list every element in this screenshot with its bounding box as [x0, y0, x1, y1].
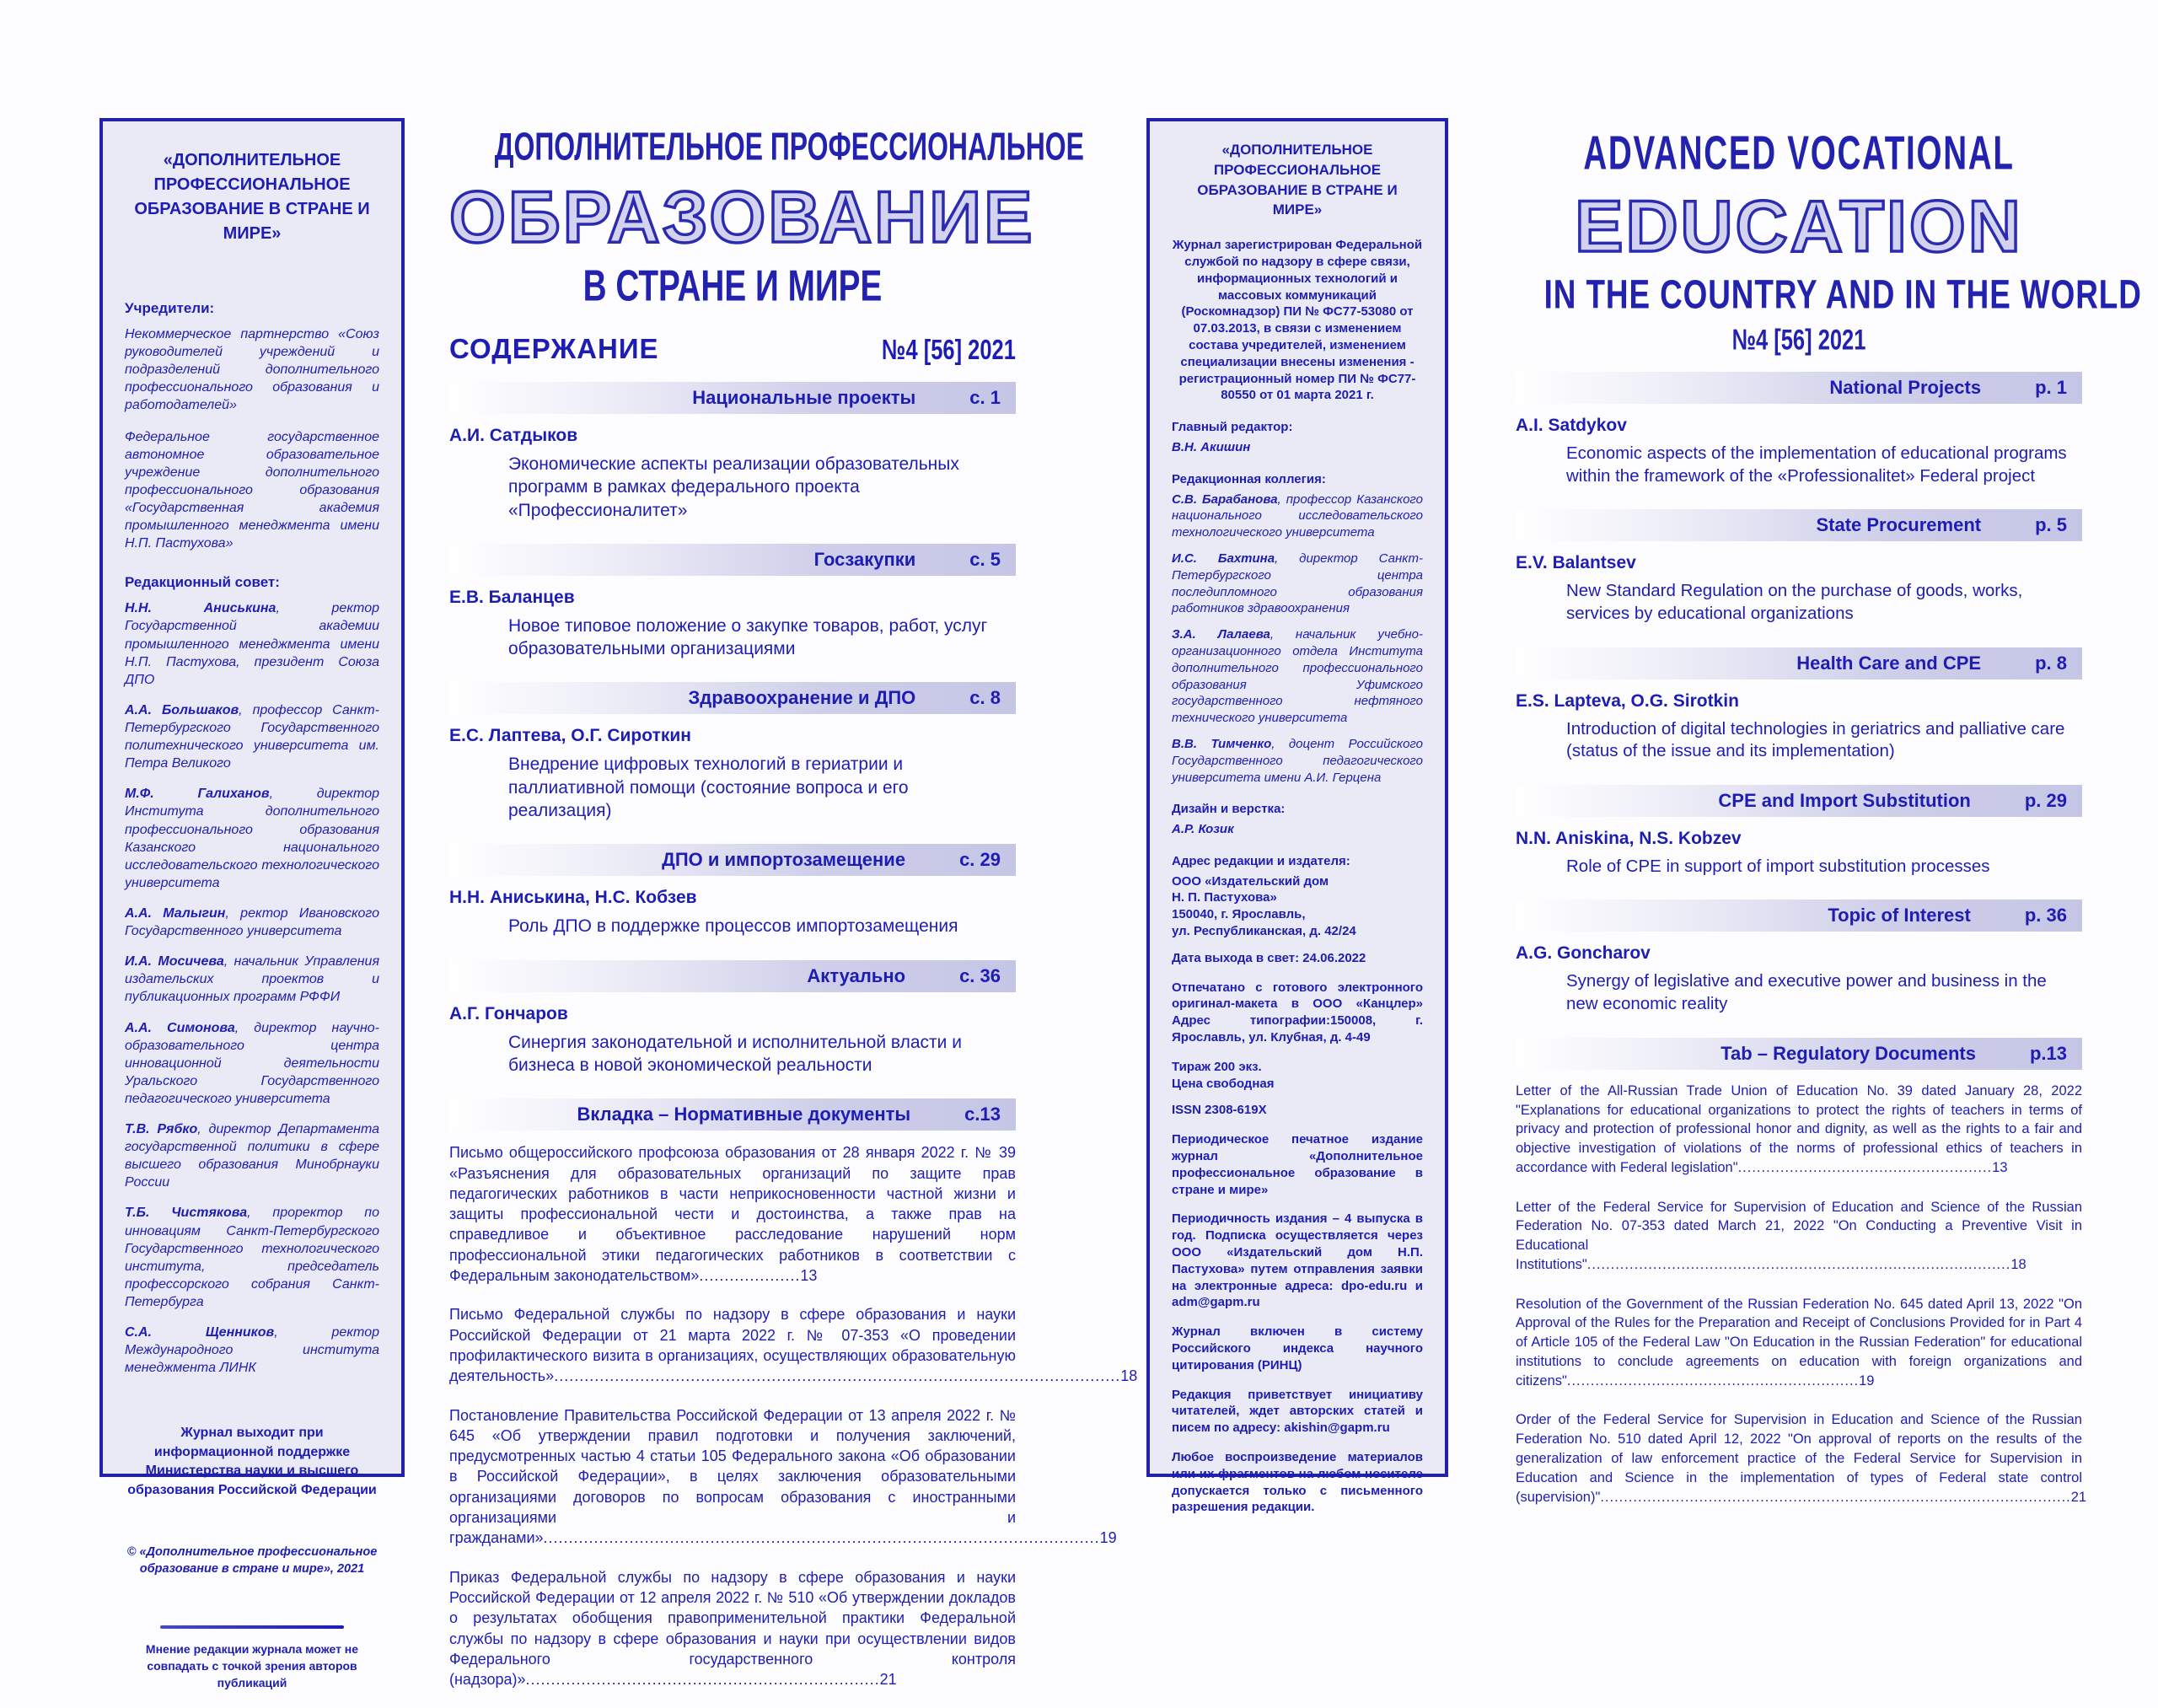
toc-section [1516, 372, 2082, 487]
member-name: С.А. Щенников [125, 1325, 275, 1340]
regulatory-documents-list [1516, 1082, 2087, 1507]
editorial-disclaimer: Мнение редакции журнала может не совпадать с точкой зрения авторов публикаций [145, 1641, 359, 1690]
masthead-line2-ru: В СТРАНЕ И МИРЕ [582, 261, 883, 311]
document-text: Постановление Правительства Российской Федерации от 13 апреля 2022 г. № 645 «Об утверждении правил подготовки и получения заключений, предусмотренных частью 4 статьи 105 Федерального закона «Об образовании в Российской Федерации», в целях заключения образовательными организациями договоров по вопросам образования с иностранными организациями и гражданами» [449, 1406, 1016, 1547]
document-page: 18 [2010, 1256, 2026, 1272]
member-name: А.А. Большаков [125, 702, 239, 717]
member-name: Н.Н. Аниськина [125, 601, 276, 616]
printing-info: Отпечатано с готового электронного оригинал-макета в ООО «Канцлер» Адрес типографии:150008, г. Ярославль, ул. Клубная, д. 4-49 [1172, 980, 1423, 1045]
section-label: Tab – Regulatory Documents [1720, 1042, 1976, 1064]
council-member [125, 1120, 379, 1191]
section-band [449, 960, 1016, 992]
toc-section [1516, 509, 2082, 625]
address-heading: Адрес редакции и издателя: [1172, 853, 1350, 868]
section-band [1516, 647, 2082, 679]
document-entry [1516, 1295, 2082, 1391]
section-label: Национальные проекты [692, 387, 916, 408]
toc-english-column [1516, 118, 2142, 1527]
document-text: Resolution of the Government of the Russian Federation No. 645 dated April 13, 2022 "On Approval of the Rules for the Preparation and Receipt of Conclusions Provided for in Part 4 of Article 105 of the Federal Law "On Education in the Russian Federation" for educational institutions to conclude agreements on education with foreign organizations and citizens" [1516, 1296, 2082, 1388]
document-page: 21 [879, 1671, 897, 1689]
article-authors: E.V. Balantsev [1516, 553, 1636, 573]
document-text: Письмо Федеральной службы по надзору в сфере образования и науки Российской Федерации от 21 марта 2022 г. № 07-353 «О проведении профилактического визита в организациях, осуществляющих образовательную деятельность» [449, 1306, 1016, 1385]
tab-section-band [1516, 1038, 2082, 1070]
section-band [449, 844, 1016, 876]
board-member [1172, 736, 1423, 786]
section-page: с. 5 [969, 548, 1001, 570]
document-page: 19 [1859, 1372, 1875, 1388]
council-member [125, 1019, 379, 1109]
masthead-word-ru: ОБРАЗОВАНИЕ [449, 177, 1035, 258]
section-page: с. 29 [959, 849, 1001, 871]
member-name: И.С. Бахтина [1172, 551, 1275, 566]
publisher-name: Н. П. Пастухова» [1172, 890, 1277, 905]
section-label: Актуально [807, 964, 906, 986]
section-page: p.13 [2029, 1042, 2067, 1064]
left-masthead-panel [99, 118, 405, 1690]
toc-section [449, 682, 1016, 822]
toc-section [1516, 785, 2082, 878]
article-title: Synergy of legislative and executive power and business in the new economic reality [1566, 971, 2047, 1014]
member-role: , ректор Ивановского Государственного университета [125, 905, 380, 939]
contents-label: СОДЕРЖАНИЕ [449, 333, 659, 364]
issn: ISSN 2308-619X [1172, 1103, 1267, 1118]
article-title: Внедрение цифровых технологий в гериатрии и паллиативной помощи (состояние вопроса и его реализация) [508, 755, 909, 821]
member-role: , директор научно-образовательного центра инновационной деятельности Уральского Государственного педагогического университета [125, 1020, 379, 1106]
article-title: Role of CPE in support of import substitution processes [1566, 856, 1990, 876]
rsci-note: Журнал включен в систему Российского индекса научного цитирования (РИНЦ) [1172, 1324, 1423, 1372]
section-page: p. 1 [2035, 377, 2067, 398]
ministry-support-note: Журнал выходит при информационной поддержке Министерства науки и высшего образования Российской Федерации [127, 1426, 377, 1497]
section-page: p. 36 [2024, 905, 2067, 927]
member-name: В.В. Тимченко [1172, 736, 1272, 751]
member-name: А.А. Симонова [125, 1020, 235, 1035]
member-role: , начальник Управления издательских проектов и публикационных программ РФФИ [125, 954, 379, 1005]
document-page: 13 [800, 1267, 818, 1285]
article-title: New Standard Regulation on the purchase of goods, works, services by educational organizations [1566, 581, 2023, 623]
member-name: З.А. Лалаева [1172, 627, 1270, 642]
registration-info: Журнал зарегистрирован Федеральной службой по надзору в сфере связи, информационных технологий и массовых коммуникаций (Роскомнадзор) ПИ № ФС77-53080 от 07.03.2013, в связи с изменением состава учредителей, изменением специализации внесены изменения - регистрационный номер ПИ № ФС77-80550 от 01 марта 2021 г. [1172, 238, 1423, 403]
contents-header-row [449, 333, 1016, 365]
section-label: Госзакупки [813, 548, 916, 570]
issue-number-ru: №4 [56] 2021 [882, 334, 1016, 366]
subscription-note: Периодичность издания – 4 выпуска в год. Подписка осуществляется через ООО «Издательский дом Н.П. Пастухова» путем отправления заявки на электронные адреса: dpo-edu.ru и adm@gapm.ru [1172, 1211, 1423, 1310]
chief-editor-heading: Главный редактор: [1172, 420, 1293, 435]
section-label: Topic of Interest [1828, 905, 1971, 927]
member-role: , директор Санкт-Петербургского центра последипломного образования работников здравоохранения [1172, 551, 1423, 616]
article-authors: A.I. Satdykov [1516, 416, 1627, 435]
document-page: 21 [2070, 1489, 2087, 1505]
section-band [1516, 372, 2082, 404]
document-text: Letter of the Federal Service for Supervision of Education and Science of the Russian Federation No. 07-353 dated March 21, 2022 "On Conducting a Preventive Visit in Educational Institutions" [1516, 1199, 2082, 1272]
member-name: А.А. Малыгин [125, 905, 226, 921]
toc-section [1516, 647, 2082, 763]
masthead-line1-ru: ДОПОЛНИТЕЛЬНОЕ ПРОФЕССИОНАЛЬНОЕ [494, 126, 1084, 169]
dot-leader: .............................................................................................................. [543, 1529, 1100, 1547]
founder-item: Некоммерческое партнерство «Союз руководителей учреждений и подразделений дополнительного профессионального образования и работодателей» [125, 327, 379, 413]
council-member [125, 701, 379, 772]
document-entry [449, 1142, 1016, 1286]
article-title: Роль ДПО в поддержке процессов импортозамещения [508, 916, 958, 937]
publisher-address: ул. Республиканская, д. 42/24 [1172, 924, 1356, 939]
regulatory-documents-list [449, 1142, 1138, 1689]
member-name: И.А. Мосичева [125, 954, 224, 969]
masthead-word-en: EDUCATION [1575, 186, 2023, 267]
document-page: 19 [1099, 1529, 1117, 1547]
circulation: Тираж 200 экз. [1172, 1059, 1262, 1074]
member-name: С.В. Барабанова [1172, 491, 1278, 507]
member-role: , директор Института дополнительного профессионального образования Казанского национального исследовательского технологического университета [125, 787, 379, 890]
toc-section [449, 960, 1016, 1077]
article-title: Экономические аспекты реализации образовательных программ в рамках федерального проекта «Профессионалитет» [508, 454, 959, 520]
section-label: Health Care and CPE [1796, 652, 1982, 674]
section-band [1516, 785, 2082, 817]
member-role: , начальник учебно-организационного отдела Института дополнительного профессионального образования Уфимского государственного нефтяного технического университета [1172, 627, 1423, 726]
council-member [125, 1204, 379, 1311]
article-authors: N.N. Aniskina, N.S. Kobzev [1516, 828, 1742, 848]
section-page: с. 1 [969, 387, 1001, 408]
member-name: Т.Б. Чистякова [125, 1206, 248, 1221]
section-band [449, 382, 1016, 414]
dot-leader: ...................................................... [1737, 1159, 1993, 1175]
board-member [1172, 626, 1423, 727]
dot-leader: .......................................................................................... [1586, 1256, 2011, 1272]
toc-section [449, 844, 1016, 937]
member-role: , ректор Государственной академии промышленного менеджмента имени Н.П. Пастухова, президент Союза ДПО [125, 601, 379, 687]
copyright-line: © «Дополнительное профессиональное образование в стране и мире», 2021 [126, 1545, 378, 1576]
council-member [125, 599, 379, 689]
document-entry [449, 1405, 1117, 1549]
member-role: , профессор Санкт-Петербургского Государственного политехнического университета им. Петра Великого [125, 702, 379, 771]
toc-section [1516, 900, 2082, 1015]
dot-leader: .............................................................. [1566, 1372, 1860, 1388]
divider [160, 1625, 343, 1629]
dot-leader: .................................................................................................... [1600, 1489, 2071, 1505]
document-text: Письмо общероссийского профсоюза образования от 28 января 2022 г. № 39 «Разъяснения для образовательных организаций по защите прав педагогических работников в части неприкосновенности частной жизни и защиты профессиональной чести и достоинства, а также прав на справедливое и объективное расследование нарушений норм профессиональной этики педагогических работников в соответствии с Федеральным законодательством» [449, 1144, 1016, 1285]
dot-leader: ................................................................................................................ [554, 1367, 1121, 1385]
journal-title-imprint: «ДОПОЛНИТЕЛЬНОЕ ПРОФЕССИОНАЛЬНОЕ ОБРАЗОВАНИЕ В СТРАНЕ И МИРЕ» [1197, 142, 1398, 218]
chief-editor-name: В.Н. Акишин [1172, 439, 1251, 454]
member-role: , профессор Казанского национального исследовательского технологического университета [1172, 491, 1423, 540]
section-label: Вкладка – Нормативные документы [577, 1104, 911, 1125]
member-name: М.Ф. Галиханов [125, 787, 270, 802]
toc-section [449, 544, 1016, 661]
section-band [1516, 509, 2082, 541]
section-label: ДПО и импортозамещение [662, 849, 906, 871]
section-band [449, 682, 1016, 714]
publisher-address: 150040, г. Ярославль, [1172, 907, 1306, 922]
document-text: Letter of the All-Russian Trade Union of Education No. 39 dated January 28, 2022 "Explanations for educational organizations to protect the rights of teachers in terms of privacy and protection of professional honor and dignity, as well as the rights to a fair and objective investigation of violations of the norms of professional ethics of teachers in accordance with Federal legislation" [1516, 1082, 2082, 1175]
article-title: Новое типовое положение о закупке товаров, работ, услуг образовательными организациями [508, 615, 988, 659]
document-entry [449, 1304, 1138, 1386]
founder-item: Федеральное государственное автономное образовательное учреждение дополнительного профессионального образования «Государственная академия промышленного менеджмента имени Н.П. Пастухова» [125, 429, 379, 551]
toc-section [449, 382, 1016, 522]
toc-russian-column [449, 118, 1138, 1708]
member-role: , проректор по инновациям Санкт-Петербургского Государственного технологического института, председатель профессорского собрания Санкт-Петербурга [125, 1206, 379, 1310]
member-role: , доцент Российского Государственного педагогического университета имени А.И. Герцена [1172, 736, 1423, 785]
letters-note: Редакция приветствует инициативу читателей, ждет авторских статей и писем по адресу: akishin@gapm.ru [1172, 1387, 1423, 1436]
document-page: 18 [1120, 1367, 1138, 1385]
imprint-panel [1146, 118, 1448, 1515]
article-title: Introduction of digital technologies in geriatrics and palliative care (status of the issue and its implementation) [1566, 718, 2065, 761]
council-member [125, 1324, 379, 1377]
board-member [1172, 551, 1423, 617]
journal-title-ru: «ДОПОЛНИТЕЛЬНОЕ ПРОФЕССИОНАЛЬНОЕ ОБРАЗОВАНИЕ В СТРАНЕ И МИРЕ» [134, 151, 370, 243]
article-authors: E.S. Lapteva, O.G. Sirotkin [1516, 690, 1739, 711]
article-authors: A.G. Goncharov [1516, 943, 1651, 964]
section-page: p. 8 [2035, 652, 2067, 674]
article-authors: Е.В. Баланцев [449, 587, 575, 607]
document-entry [1516, 1198, 2082, 1275]
issue-number-en: №4 [56] 2021 [1731, 324, 1866, 357]
masthead-line1-en: ADVANCED VOCATIONAL [1583, 126, 2015, 180]
dot-leader: .................... [699, 1267, 801, 1285]
section-label: CPE and Import Substitution [1718, 789, 1971, 811]
section-page: с.13 [964, 1104, 1001, 1125]
member-role: , директор Департамента государственной политики в сфере высшего образования Минобрнауки России [125, 1122, 379, 1190]
article-authors: Н.Н. Аниськина, Н.С. Кобзев [449, 888, 697, 908]
reproduction-note: Любое воспроизведение материалов или их фрагментов на любом носителе допускается только с письменного разрешения редакции. [1172, 1450, 1423, 1515]
member-role: , ректор Международного института менеджмента ЛИНК [125, 1325, 379, 1376]
document-text: Приказ Федеральной службы по надзору в сфере образования и науки Российской Федерации от 12 апреля 2022 г. № 510 «Об утверждении докладов о результатах обобщения правоприменительной практики Федеральной службы по надзору в сфере образования и науки при осуществлении видов Федерального государственного контроля (надзора)» [449, 1568, 1016, 1689]
design-heading: Дизайн и верстка: [1172, 802, 1286, 817]
founders-heading: Учредители: [125, 300, 215, 316]
section-label: Здравоохранение и ДПО [688, 687, 916, 709]
council-member [125, 953, 379, 1006]
council-member [125, 785, 379, 892]
member-name: Т.В. Рябко [125, 1122, 198, 1137]
council-member [125, 905, 379, 940]
article-authors: А.И. Сатдыков [449, 426, 578, 445]
release-date: Дата выхода в свет: 24.06.2022 [1172, 950, 1366, 965]
price: Цена свободная [1172, 1076, 1275, 1091]
dot-leader: ...................................................................... [525, 1671, 880, 1689]
document-text: Order of the Federal Service for Supervision in Education and Science of the Russian Federation No. 510 dated April 12, 2022 "On approval of reports on the results of the generalization of law enforcement practice of the Federal Service for Supervision in Education and Science in the implementation of types of Federal state control (supervision)" [1516, 1412, 2082, 1505]
section-label: National Projects [1829, 377, 1982, 398]
section-label: State Procurement [1816, 514, 1982, 536]
periodical-note: Периодическое печатное издание журнал «Дополнительное профессиональное образование в стране и мире» [1172, 1132, 1423, 1197]
masthead-line2-en: IN THE COUNTRY AND IN THE WORLD [1543, 271, 2142, 318]
section-band [1516, 900, 2082, 932]
section-page: с. 8 [969, 687, 1001, 709]
publisher-name: ООО «Издательский дом [1172, 873, 1329, 889]
section-page: с. 36 [959, 964, 1001, 986]
section-band [449, 544, 1016, 576]
board-member [1172, 491, 1423, 541]
section-page: p. 29 [2024, 789, 2067, 811]
editorial-council-heading: Редакционный совет: [125, 574, 280, 591]
article-title: Синергия законодательной и исполнительной власти и бизнеса в новой экономической реальности [508, 1032, 962, 1075]
designer-name: А.Р. Козик [1172, 822, 1234, 837]
document-entry [449, 1567, 1016, 1690]
section-page: p. 5 [2035, 514, 2067, 536]
document-entry [1516, 1410, 2087, 1507]
editorial-board-heading: Редакционная коллегия: [1172, 471, 1326, 486]
article-authors: Е.С. Лаптева, О.Г. Сироткин [449, 726, 691, 746]
document-page: 13 [1992, 1159, 2008, 1175]
article-authors: А.Г. Гончаров [449, 1003, 568, 1023]
tab-section-band [449, 1098, 1016, 1131]
document-entry [1516, 1082, 2082, 1178]
article-title: Economic aspects of the implementation of educational programs within the framework of the «Professionalitet» Federal project [1566, 443, 2067, 486]
